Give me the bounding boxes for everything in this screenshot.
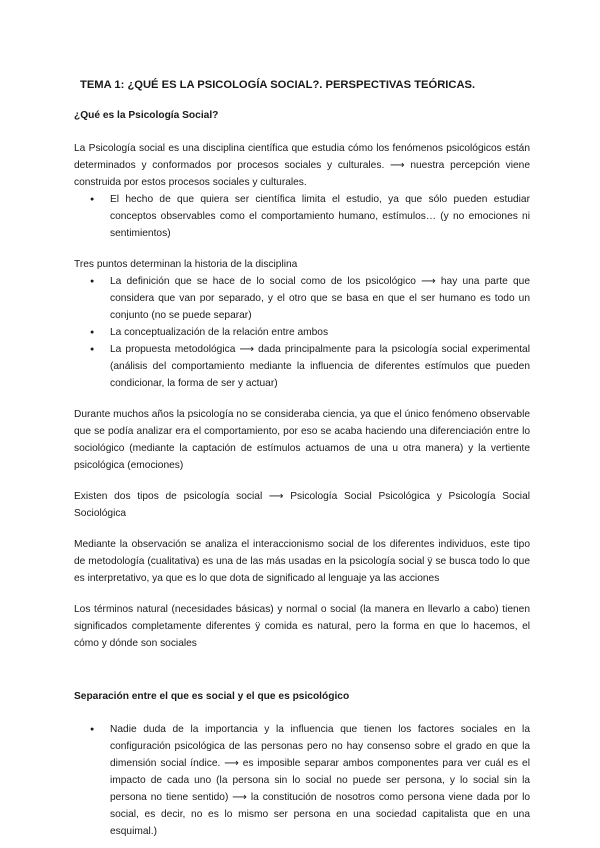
list-item: ● El hecho de que quiera ser científica limita el estudio, ya que sólo pueden estudiar conceptos observables como el comportamiento humano, estímulos… (y no emociones ni sentimientos) <box>74 191 530 242</box>
page-title: TEMA 1: ¿QUÉ ES LA PSICOLOGÍA SOCIAL?. PERSPECTIVAS TEÓRICAS. <box>80 79 476 91</box>
section-heading-what-is: ¿Qué es la Psicología Social? <box>74 110 219 121</box>
list-item: ● La definición que se hace de lo social como de los psicológico ⟶ hay una parte que considera que van por separado, y el otro que se basa en que el ser humano es todo un conjunto (no se puede separar) <box>74 273 530 324</box>
list-item: ● Nadie duda de la importancia y la influencia que tienen los factores sociales en la configuración psicológica de las personas pero no hay consenso sobre el grado en que la dimensión social índice. ⟶ es imposible separar ambos componentes para ver cuál es el impacto de cada uno (la persona sin lo social no puede ser persona, y lo social sin la persona no tiene sentido) ⟶ la constitución de nosotros como persona viene dada por lo social, es decir, no es lo mismo ser persona en una sociedad capitalista que en una esquimal.) <box>74 721 530 840</box>
section-what-is <box>74 140 530 242</box>
body-paragraph: Los términos natural (necesidades básicas) y normal o social (la manera en llevarlo a cabo) tienen significados completamente diferentes ÿ comida es natural, pero la forma en que lo hacemos, el cómo y dónde son sociales <box>74 604 530 649</box>
bullet-list <box>74 721 530 840</box>
bullet-list <box>74 191 530 242</box>
bullet-list <box>74 273 530 392</box>
section-heading-separation: Separación entre el que es social y el que es psicológico <box>74 691 350 702</box>
body-paragraph: Mediante la observación se analiza el interaccionismo social de los diferentes individuos, este tipo de metodología (cualitativa) es una de las más usadas en la psicología social ÿ se busca todo lo que es interpretativo, ya que es lo que dota de significado al lenguaje ya las acciones <box>74 539 530 584</box>
list-item: ● La propuesta metodológica ⟶ dada principalmente para la psicología social experimental (análisis del comportamiento mediante la influencia de diferentes estímulos que pueden condicionar, la forma de ser y actuar) <box>74 341 530 392</box>
spacer <box>74 666 530 688</box>
list-item: ● La conceptualización de la relación entre ambos <box>74 324 530 341</box>
body-paragraph: Durante muchos años la psicología no se consideraba ciencia, ya que el único fenómeno observable que se podía analizar era el comportamiento, por eso se acaba haciendo una diferenciación entre lo sociológico (mediante la captación de estímulos actuamos de una u otra manera) y la vertiente psicológica (emociones) <box>74 409 530 471</box>
history-intro: Tres puntos determinan la historia de la disciplina <box>74 259 298 270</box>
body-paragraph: Existen dos tipos de psicología social ⟶ Psicología Social Psicológica y Psicología Social Sociológica <box>74 491 530 519</box>
definition-paragraph: La Psicología social es una disciplina científica que estudia cómo los fenómenos psicológicos están determinados y conformados por procesos sociales y culturales. ⟶ nuestra percepción viene construida por estos procesos sociales y culturales. <box>74 143 530 188</box>
section-history-points <box>74 256 530 392</box>
